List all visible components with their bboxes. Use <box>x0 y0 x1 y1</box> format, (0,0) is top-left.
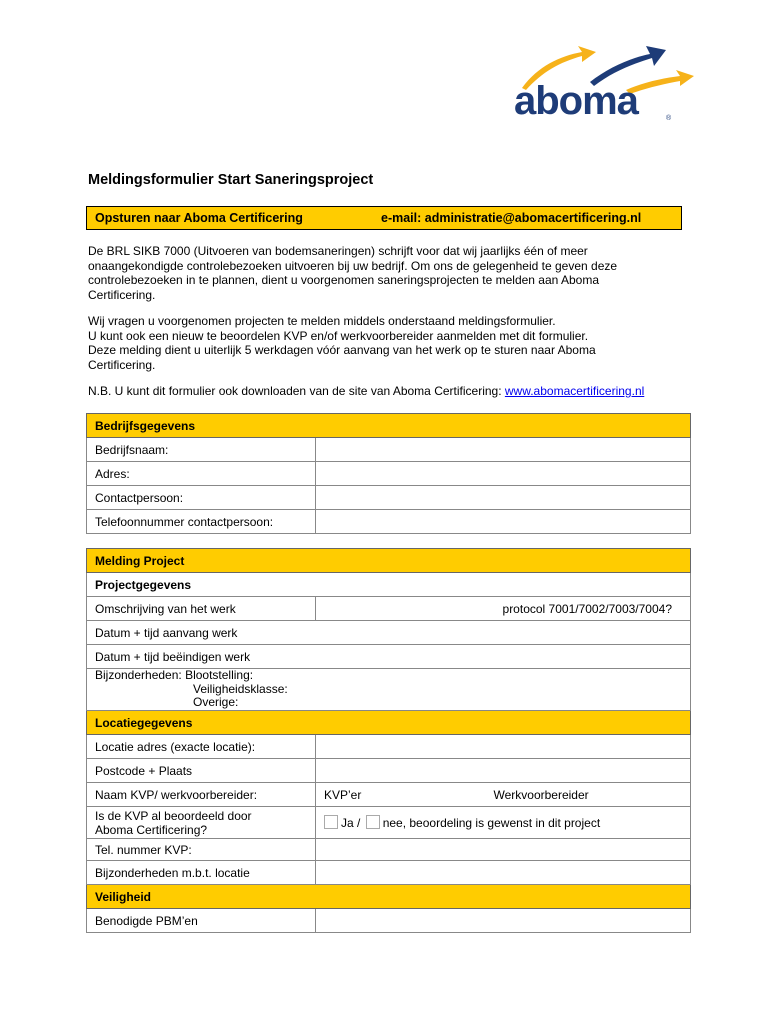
text-line: De BRL SIKB 7000 (Uitvoeren van bodemsaneringen) schrijft voor dat wij jaarlijks één of meer <box>88 244 588 258</box>
bijzonderheden-overige: Overige: <box>193 695 239 710</box>
intro-paragraph-2 <box>88 314 688 372</box>
text-line: Certificering. <box>88 287 156 302</box>
field-input-kvp-er[interactable]: KVP’er <box>316 783 486 807</box>
ja-checkbox[interactable] <box>324 815 338 829</box>
section-header-locatiegegevens: Locatiegegevens <box>87 711 691 735</box>
nee-label: nee, beoordeling is gewenst in dit project <box>382 816 601 830</box>
field-label-locatie-adres: Locatie adres (exacte locatie): <box>87 735 316 759</box>
logo-registered-mark: ® <box>666 115 672 122</box>
logo-wordmark: aboma <box>514 79 638 123</box>
beoordeeld-options <box>316 807 691 839</box>
text-line: Deze melding dient u uiterlijk 5 werkdagen vóór aanvang van het werk op te sturen naar Aboma <box>88 343 596 358</box>
text-line: Wij vragen u voorgenomen projecten te melden middels onderstaand meldingsformulier. <box>88 314 556 328</box>
company-details-table <box>86 413 691 534</box>
bijzonderheden-veiligheidsklasse: Veiligheidsklasse: <box>193 681 288 696</box>
field-input-bijz-locatie[interactable] <box>316 861 691 885</box>
subheader-projectgegevens: Projectgegevens <box>87 573 691 597</box>
beoordeeld-line: Is de KVP al beoordeeld door <box>95 808 252 823</box>
nb-text: N.B. U kunt dit formulier ook downloaden van de site van Aboma Certificering: <box>88 384 505 398</box>
field-input-omschrijving[interactable] <box>316 597 691 621</box>
text-line: onaangekondigde controlebezoeken uitvoeren bij uw bedrijf. Om ons de gelegenheid te geven deze <box>88 258 618 273</box>
field-input-contactpersoon[interactable] <box>316 486 691 510</box>
field-label-omschrijving: Omschrijving van het werk <box>87 597 316 621</box>
website-link[interactable]: www.abomacertificering.nl <box>504 384 645 398</box>
text-line: Certificering. <box>88 357 156 372</box>
field-label-beoordeeld <box>87 807 316 839</box>
field-label-naam-kvp: Naam KVP/ werkvoorbereider: <box>87 783 316 807</box>
section-header-bedrijfsgegevens: Bedrijfsgegevens <box>87 414 691 438</box>
section-header-veiligheid: Veiligheid <box>87 885 691 909</box>
protocol-hint: protocol 7001/7002/7003/7004? <box>502 601 672 616</box>
beoordeeld-line: Aboma Certificering? <box>95 822 208 837</box>
send-to-banner <box>86 206 682 230</box>
ja-label: Ja / <box>341 816 361 830</box>
send-to-label: Opsturen naar Aboma Certificering <box>95 211 303 225</box>
field-input-adres[interactable] <box>316 462 691 486</box>
field-label-telefoon: Telefoonnummer contactpersoon: <box>87 510 316 534</box>
text-line: controlebezoeken in te plannen, dient u voorgenomen saneringsprojecten te melden aan Aboma <box>88 273 600 288</box>
field-label-contactpersoon: Contactpersoon: <box>87 486 316 510</box>
field-bijzonderheden[interactable] <box>87 669 691 711</box>
page-title: Meldingsformulier Start Saneringsproject <box>88 172 374 188</box>
text-line: U kunt ook een nieuw te beoordelen KVP en/of werkvoorbereider aanmelden met dit formulier. <box>88 328 589 343</box>
field-input-postcode[interactable] <box>316 759 691 783</box>
bijzonderheden-blootstelling: Bijzonderheden: Blootstelling: <box>95 668 254 683</box>
field-datum-aanvang[interactable]: Datum + tijd aanvang werk <box>87 621 691 645</box>
field-input-pbm[interactable] <box>316 909 691 933</box>
aboma-logo <box>508 38 698 124</box>
field-label-pbm: Benodigde PBM’en <box>87 909 316 933</box>
field-input-werkvoorbereider[interactable]: Werkvoorbereider <box>486 783 691 807</box>
field-input-locatie-adres[interactable] <box>316 735 691 759</box>
field-label-postcode: Postcode + Plaats <box>87 759 316 783</box>
field-input-bedrijfsnaam[interactable] <box>316 438 691 462</box>
nee-checkbox[interactable] <box>366 815 380 829</box>
field-label-bijz-locatie: Bijzonderheden m.b.t. locatie <box>87 861 316 885</box>
project-notification-table <box>86 548 691 933</box>
field-label-bedrijfsnaam: Bedrijfsnaam: <box>87 438 316 462</box>
nb-paragraph <box>88 384 688 399</box>
field-input-tel-kvp[interactable] <box>316 839 691 861</box>
email-address[interactable]: e-mail: administratie@abomacertificering.nl <box>381 211 642 225</box>
field-label-adres: Adres: <box>87 462 316 486</box>
intro-paragraph-1 <box>88 244 688 302</box>
field-datum-einde[interactable]: Datum + tijd beëindigen werk <box>87 645 691 669</box>
section-header-melding-project: Melding Project <box>87 549 691 573</box>
field-input-telefoon[interactable] <box>316 510 691 534</box>
field-label-tel-kvp: Tel. nummer KVP: <box>87 839 316 861</box>
